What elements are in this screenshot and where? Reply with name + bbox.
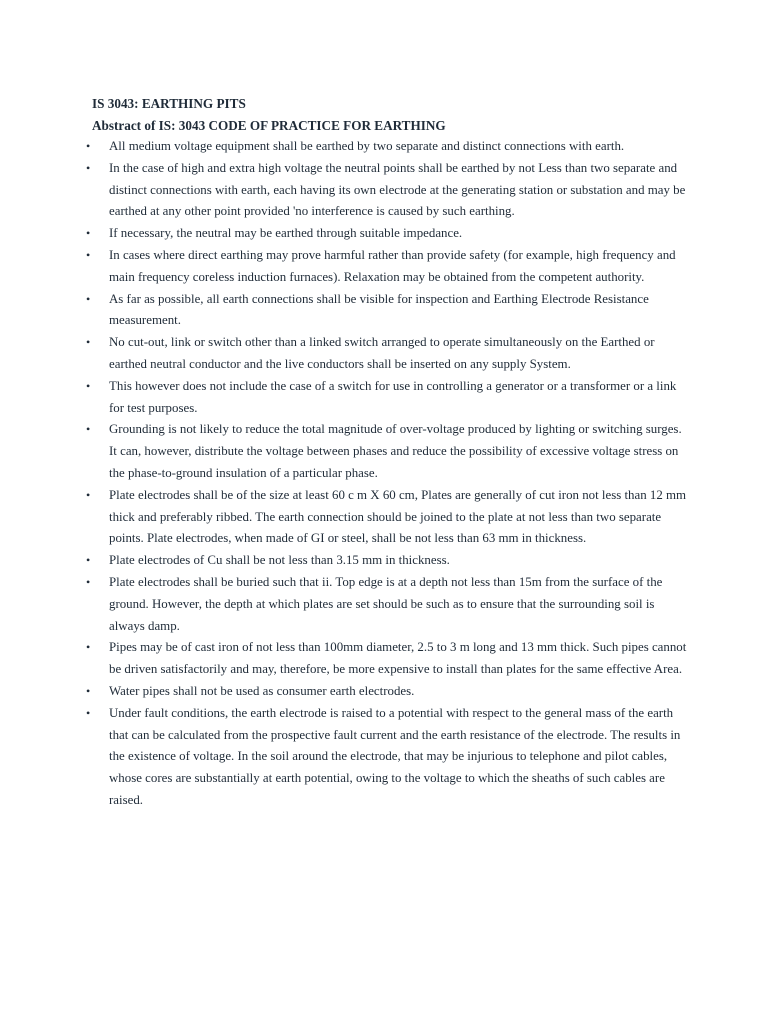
bullet-icon: • [86, 487, 91, 502]
list-item-text: All medium voltage equipment shall be earthed by two separate and distinct connections with earth. [109, 139, 625, 153]
bullet-icon: • [86, 378, 91, 393]
bullet-icon: • [86, 335, 91, 350]
list-item [86, 485, 689, 550]
document-subtitle: Abstract of IS: 3043 CODE OF PRACTICE FOR EARTHING [92, 118, 446, 133]
bullet-icon: • [86, 291, 91, 306]
list-item [86, 223, 689, 245]
bullet-icon: • [86, 553, 91, 568]
list-item [86, 158, 689, 223]
list-item-text: No cut-out, link or switch other than a linked switch arranged to operate simultaneously on the Earthed or earthed neutral conductor and the live conductors shall be inserted on any supply System. [109, 335, 655, 371]
bullet-icon: • [86, 705, 91, 720]
list-item [86, 637, 689, 681]
list-item-text: Pipes may be of cast iron of not less than 100mm diameter, 2.5 to 3 m long and 13 mm thick. Such pipes cannot be driven satisfactorily and may, therefore, be more expensive to install than plates for the same effective Area. [109, 640, 687, 677]
list-item [86, 136, 689, 158]
bullet-icon: • [86, 226, 91, 241]
list-item-text: Plate electrodes shall be of the size at least 60 c m X 60 cm, Plates are generally of cut iron not less than 12 mm thick and preferably ribbed. The earth connection should be joined to the plate at not less than two separate points. Plate electrodes, when made of GI or steel, shall be not less than 63 mm in thickness. [109, 487, 687, 546]
list-item [86, 245, 689, 289]
bullet-icon: • [86, 683, 91, 698]
list-item-text: In the case of high and extra high voltage the neutral points shall be earthed by not Less than two separate and distinct connections with earth, each having its own electrode at the generating station or substation and may be earthed at any other point provided 'no interference is caused by such earthing. [109, 160, 686, 219]
list-item-text: This however does not include the case of a switch for use in controlling a generator or a transformer or a link for test purposes. [109, 378, 677, 415]
list-item-text: Under fault conditions, the earth electrode is raised to a potential with respect to the general mass of the earth that can be calculated from the prospective fault current and the earth resistance of the electrode. The results in the existence of voltage. In the soil around the electrode, that may be injurious to telephone and pilot cables, whose cores are substantially at earth potential, owing to the voltage to which the sheaths of such cables are raised. [109, 705, 681, 807]
list-item-text: As far as possible, all earth connections shall be visible for inspection and Earthing Electrode Resistance measurement. [109, 291, 649, 328]
bullet-list [86, 136, 689, 812]
list-item-text: Plate electrodes of Cu shall be not less than 3.15 mm in thickness. [109, 553, 450, 568]
bullet-icon: • [86, 574, 91, 589]
bullet-icon: • [86, 640, 91, 655]
list-item [86, 550, 689, 572]
list-item [86, 332, 689, 376]
list-item [86, 289, 689, 333]
list-item-text: In cases where direct earthing may prove harmful rather than provide safety (for example, high frequency and main frequency coreless induction furnaces). Relaxation may be obtained from the competent authority. [109, 247, 676, 284]
list-item-text: If necessary, the neutral may be earthed through suitable impedance. [109, 226, 463, 241]
list-item [86, 376, 689, 420]
bullet-icon: • [86, 422, 91, 437]
list-item-text: Water pipes shall not be used as consumer earth electrodes. [109, 683, 415, 698]
list-item [86, 419, 689, 484]
bullet-icon: • [86, 160, 91, 175]
list-item [86, 681, 689, 703]
bullet-icon: • [86, 247, 91, 262]
list-item [86, 572, 689, 637]
list-item [86, 703, 689, 812]
list-item-text: Plate electrodes shall be buried such that ii. Top edge is at a depth not less than 15m from the surface of the ground. However, the depth at which plates are set should be such as to ensure that the surrounding soil is always damp. [109, 574, 663, 633]
document-title: IS 3043: EARTHING PITS [92, 96, 246, 111]
list-item-text: Grounding is not likely to reduce the total magnitude of over-voltage produced by lighting or switching surges. It can, however, distribute the voltage between phases and reduce the possibility of excessive voltage stress on the phase-to-ground insulation of a particular phase. [109, 422, 682, 480]
bullet-icon: • [86, 139, 91, 153]
